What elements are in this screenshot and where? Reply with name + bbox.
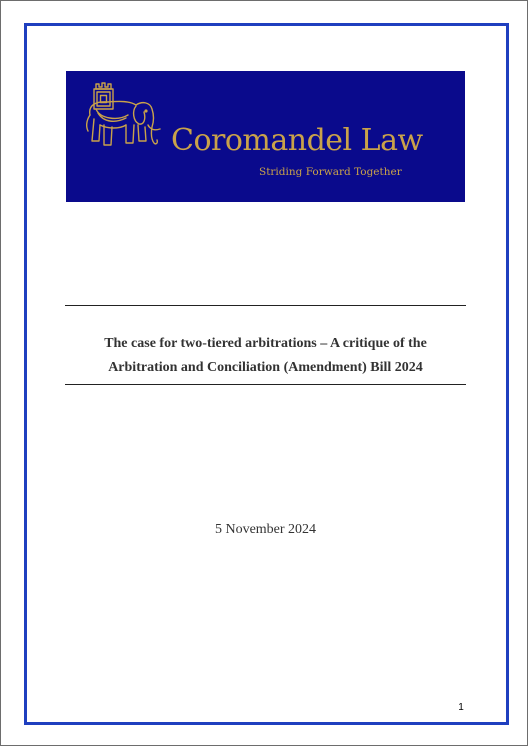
brand-tagline: Striding Forward Together: [259, 166, 402, 178]
title-line-2: Arbitration and Conciliation (Amendment) Bill 2024: [108, 360, 423, 375]
brand-name: Coromandel Law: [171, 123, 423, 158]
title-rule-bottom: [65, 384, 466, 385]
title-rule-top: [65, 305, 466, 306]
title-line-1: The case for two-tiered arbitrations – A critique of the: [104, 336, 427, 351]
logo-banner: [66, 71, 465, 202]
page-number: 1: [458, 702, 464, 713]
document-date: 5 November 2024: [214, 522, 317, 537]
document-title: [65, 332, 466, 380]
elephant-with-howdah-icon: [78, 79, 164, 159]
